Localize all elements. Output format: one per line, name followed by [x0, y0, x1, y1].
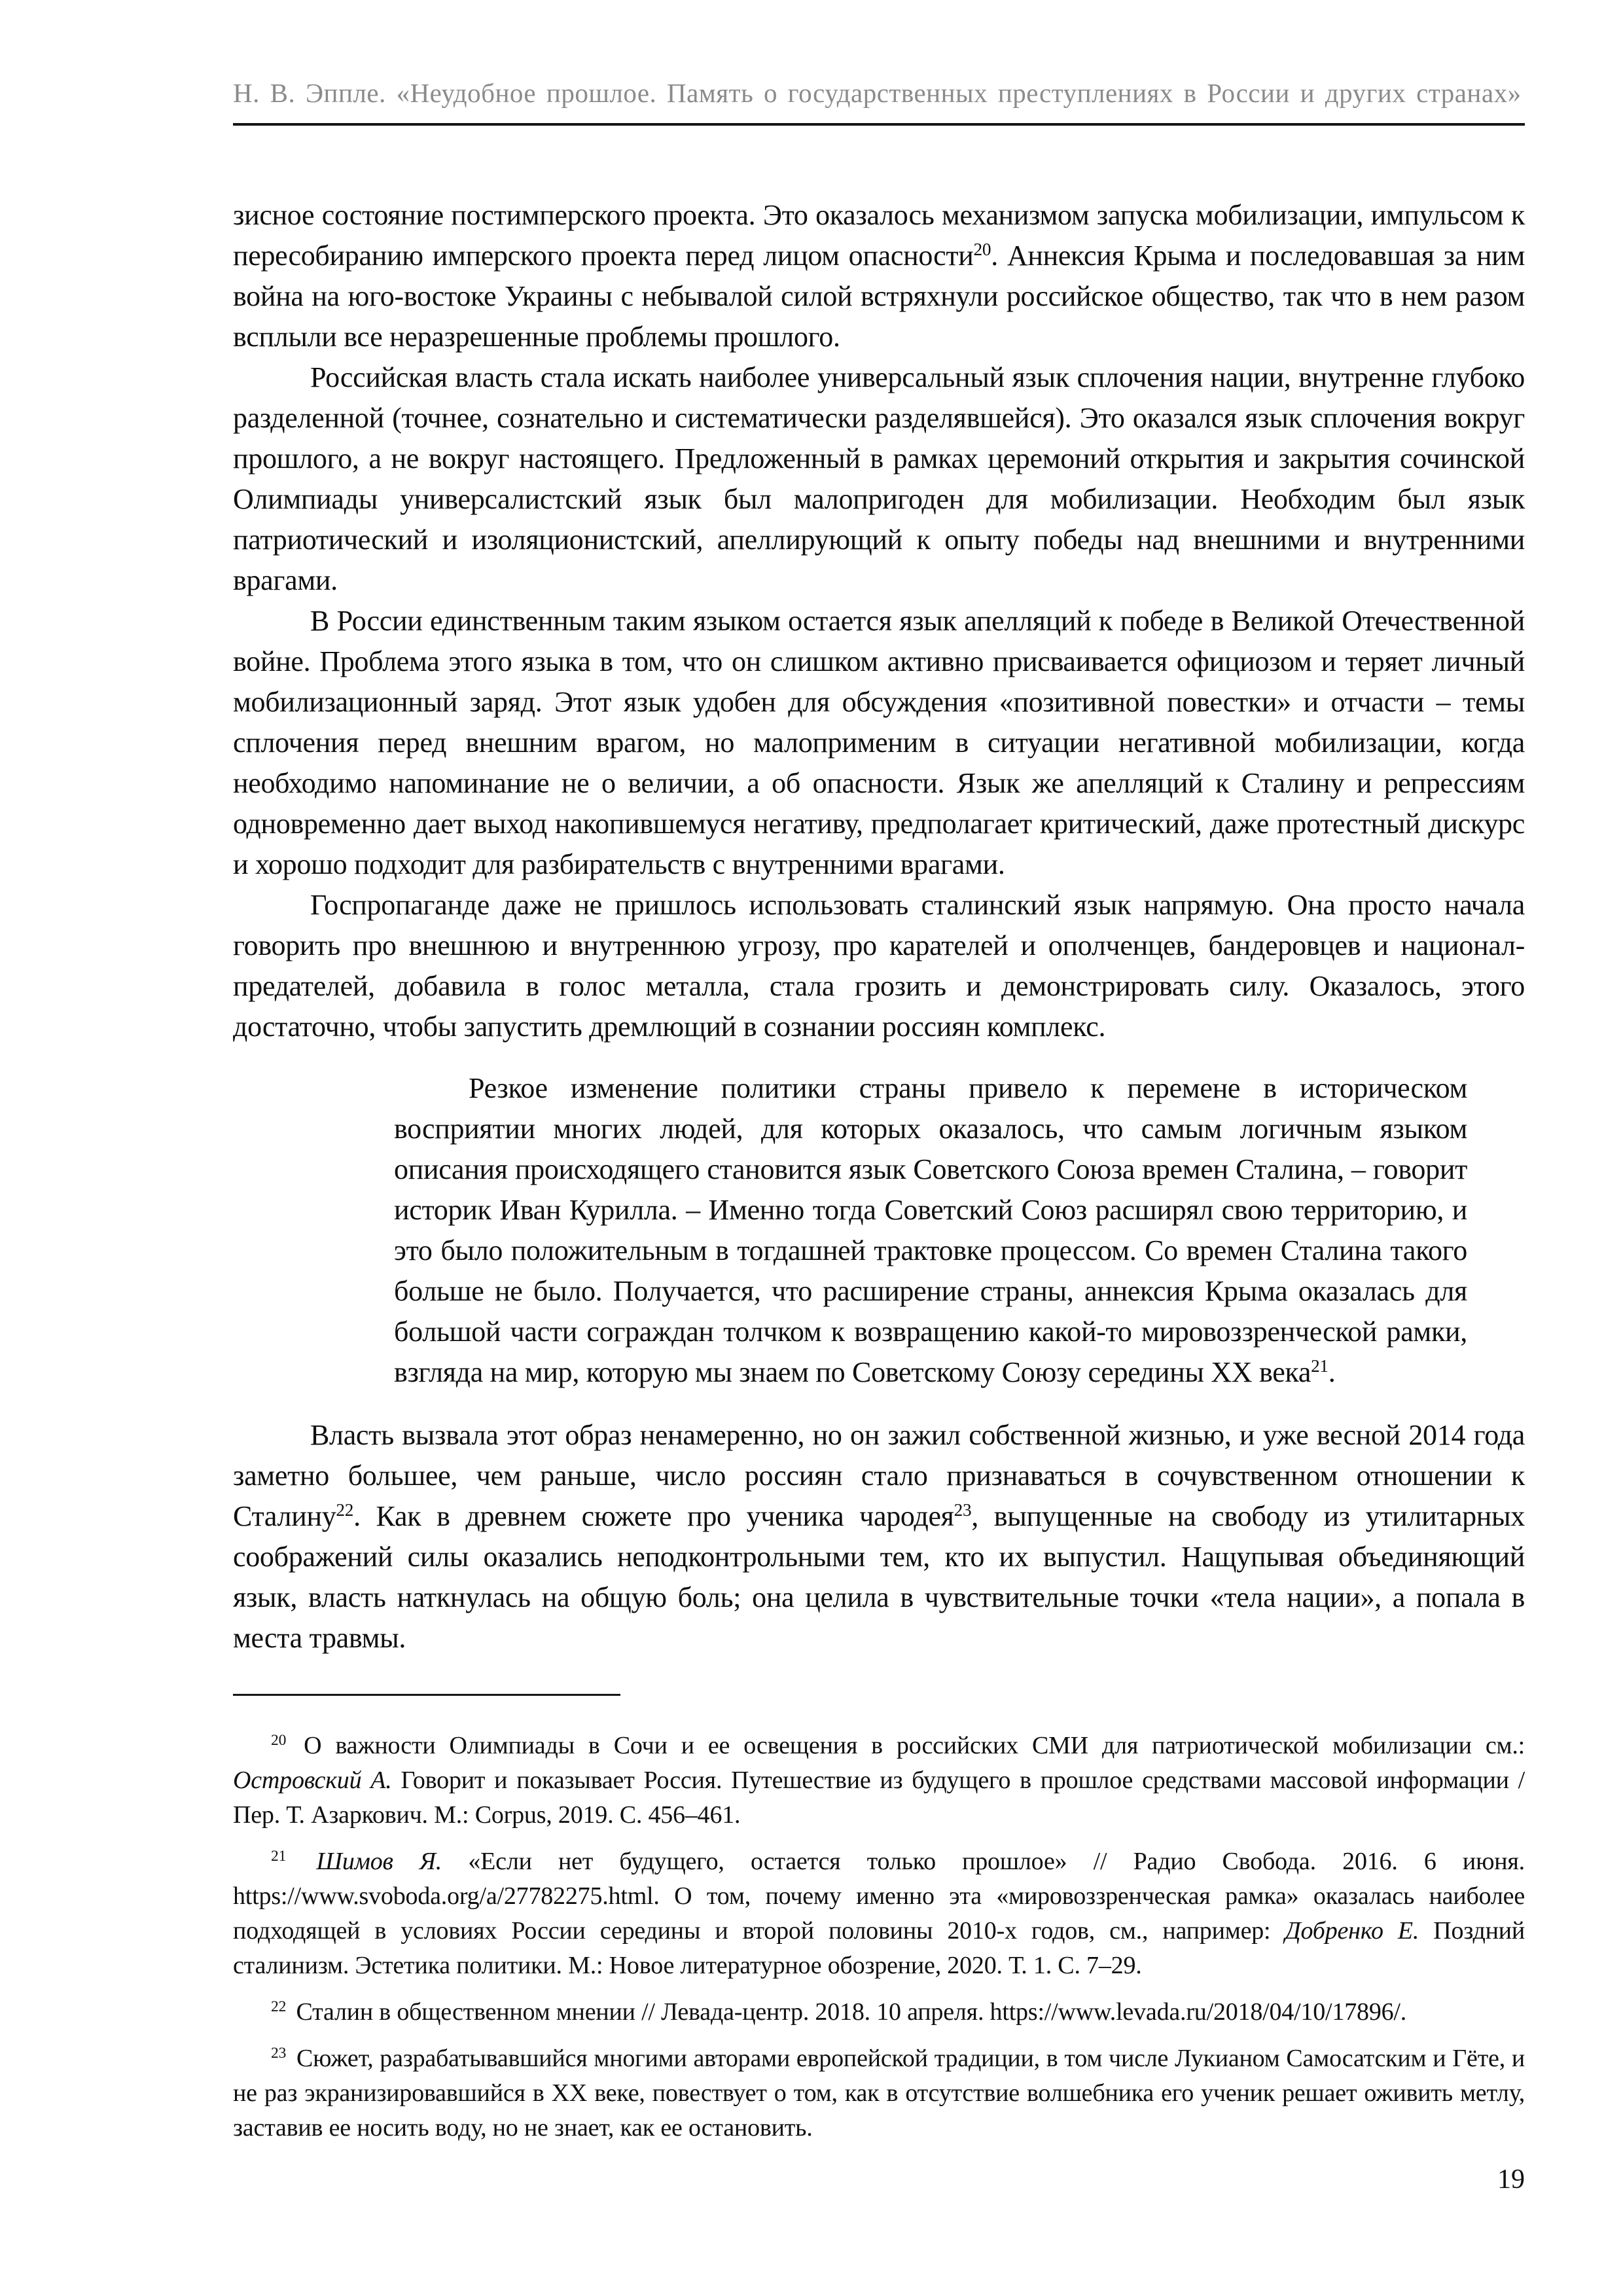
header-divider [233, 123, 1525, 126]
footnote-text: Шимов Я. «Если нет будущего, остается только прошлое» // Радио Свобода. 2016. 6 июня. https://www.svoboda.org/a/27782275.html. О том, почему именно эта «мировоззренческая рамка» оказалась наиболее подходящей в условиях России середины и второй половины 2010-х годов, см., например: Добренко Е. Поздний сталинизм. Эстетика политики. М.: Новое литературное обозрение, 2020. Т. 1. С. 7–29. [233, 1848, 1525, 1979]
footnote-text: Сюжет, разрабатывавшийся многими авторами европейской традиции, в том числе Лукианом Самосатским и Гёте, и не раз экранизировавшийся в XX веке, повествует о том, как в отсутствие волшебника его ученик решает оживить метлу, заставив ее носить воду, но не знает, как ее остановить. [233, 2045, 1525, 2142]
footnote-number: 22 [271, 1998, 287, 2016]
footnote-text: Сталин в общественном мнении // Левада-центр. 2018. 10 апреля. https://www.levada.ru/2018/04/10/17896/. [290, 1998, 1407, 2026]
body-paragraph: зисное состояние постимперского проекта. Это оказалось механизмом запуска мобилизации, импульсом к пересобиранию имперского проекта перед лицом опасности$^{20}$. Аннексия Крыма и последовавшая за ним война на юго-востоке Украины с небывалой силой встряхнули российское общество, так что в нем разом всплыли все неразрешенные проблемы прошлого. [233, 199, 1525, 353]
footnote-divider [233, 1694, 620, 1696]
body-paragraph: В России единственным таким языком остается язык апелляций к победе в Великой Отечественной войне. Проблема этого языка в том, что он слишком активно присваивается официозом и теряет личный мобилизационный заряд. Этот язык удобен для обсуждения «позитивной повестки» и отчасти – темы сплочения перед внешним врагом, но малоприменим в ситуации негативной мобилизации, когда необходимо напоминание не о величии, а об опасности. Язык же апелляций к Сталину и репрессиям одновременно дает выход накопившемуся негативу, предполагает критический, даже протестный дискурс и хорошо подходит для разбирательств с внутренними врагами. [233, 605, 1525, 880]
body-paragraph: Госпропаганде даже не пришлось использовать сталинский язык напрямую. Она просто начала говорить про внешнюю и внутреннюю угрозу, про карателей и ополченцев, бандеровцев и национал-предателей, добавила в голос металла, стала грозить и демонстрировать силу. Оказалось, этого достаточно, чтобы запустить дремлющий в сознании россиян комплекс. [233, 889, 1525, 1043]
footnote-number: 20 [271, 1732, 287, 1749]
footnote-list [233, 1729, 1525, 2145]
page-number: 19 [1497, 2164, 1525, 2195]
footnote [233, 1729, 1525, 1833]
footnote [233, 1995, 1525, 2030]
quote-paragraph: Резкое изменение политики страны привело к перемене в историческом восприятии многих людей, для которых оказалось, что самым логичным языком описания происходящего становится язык Советского Союза времен Сталина, – говорит историк Иван Курилла. – Именно тогда Советский Союз расширял свою территорию, и это было положительным в тогдашней трактовке процессом. Со времен Сталина такого больше не было. Получается, что расширение страны, аннексия Крыма оказалась для большой части сограждан толчком к возвращению какой-то мировоззренческой рамки, взгляда на мир, которую мы знаем по Советскому Союзу середины XX века$^{21}$. [394, 1072, 1467, 1388]
running-header-title: Н. В. Эппле. «Неудобное прошлое. Память о государственных преступлениях в России и других странах» [233, 78, 1522, 108]
page-body [233, 195, 1525, 1659]
footnote-number: 23 [271, 2045, 287, 2062]
footnote [233, 2041, 1525, 2145]
body-paragraph: Власть вызвала этот образ ненамеренно, но он зажил собственной жизнью, и уже весной 2014 года заметно большее, чем раньше, число россиян стало признаваться в сочувственном отношении к Сталину$^{22}$. Как в древнем сюжете про ученика чародея$^{23}$, выпущенные на свободу из утилитарных соображений силы оказались неподконтрольными тем, кто их выпустил. Нащупывая объединяющий язык, власть наткнулась на общую боль; она целила в чувствительные точки «тела нации», а попала в места травмы. [233, 1419, 1525, 1654]
page-footer [233, 1694, 1525, 2195]
footnote-text: О важности Олимпиады в Сочи и ее освещения в российских СМИ для патриотической мобилизации см.: Островский А. Говорит и показывает Россия. Путешествие из будущего в прошлое средствами массовой информации / Пер. Т. Азаркович. М.: Corpus, 2019. С. 456–461. [233, 1732, 1525, 1829]
running-header [233, 77, 1525, 126]
footnote [233, 1844, 1525, 1983]
body-paragraph: Российская власть стала искать наиболее универсальный язык сплочения нации, внутренне глубоко разделенной (точнее, сознательно и систематически разделявшейся). Это оказался язык сплочения вокруг прошлого, а не вокруг настоящего. Предложенный в рамках церемоний открытия и закрытия сочинской Олимпиады универсалистский язык был малопригоден для мобилизации. Необходим был язык патриотический и изоляционистский, апеллирующий к опыту победы над внешними и внутренними врагами. [233, 361, 1525, 596]
footnote-number: 21 [271, 1848, 287, 1865]
